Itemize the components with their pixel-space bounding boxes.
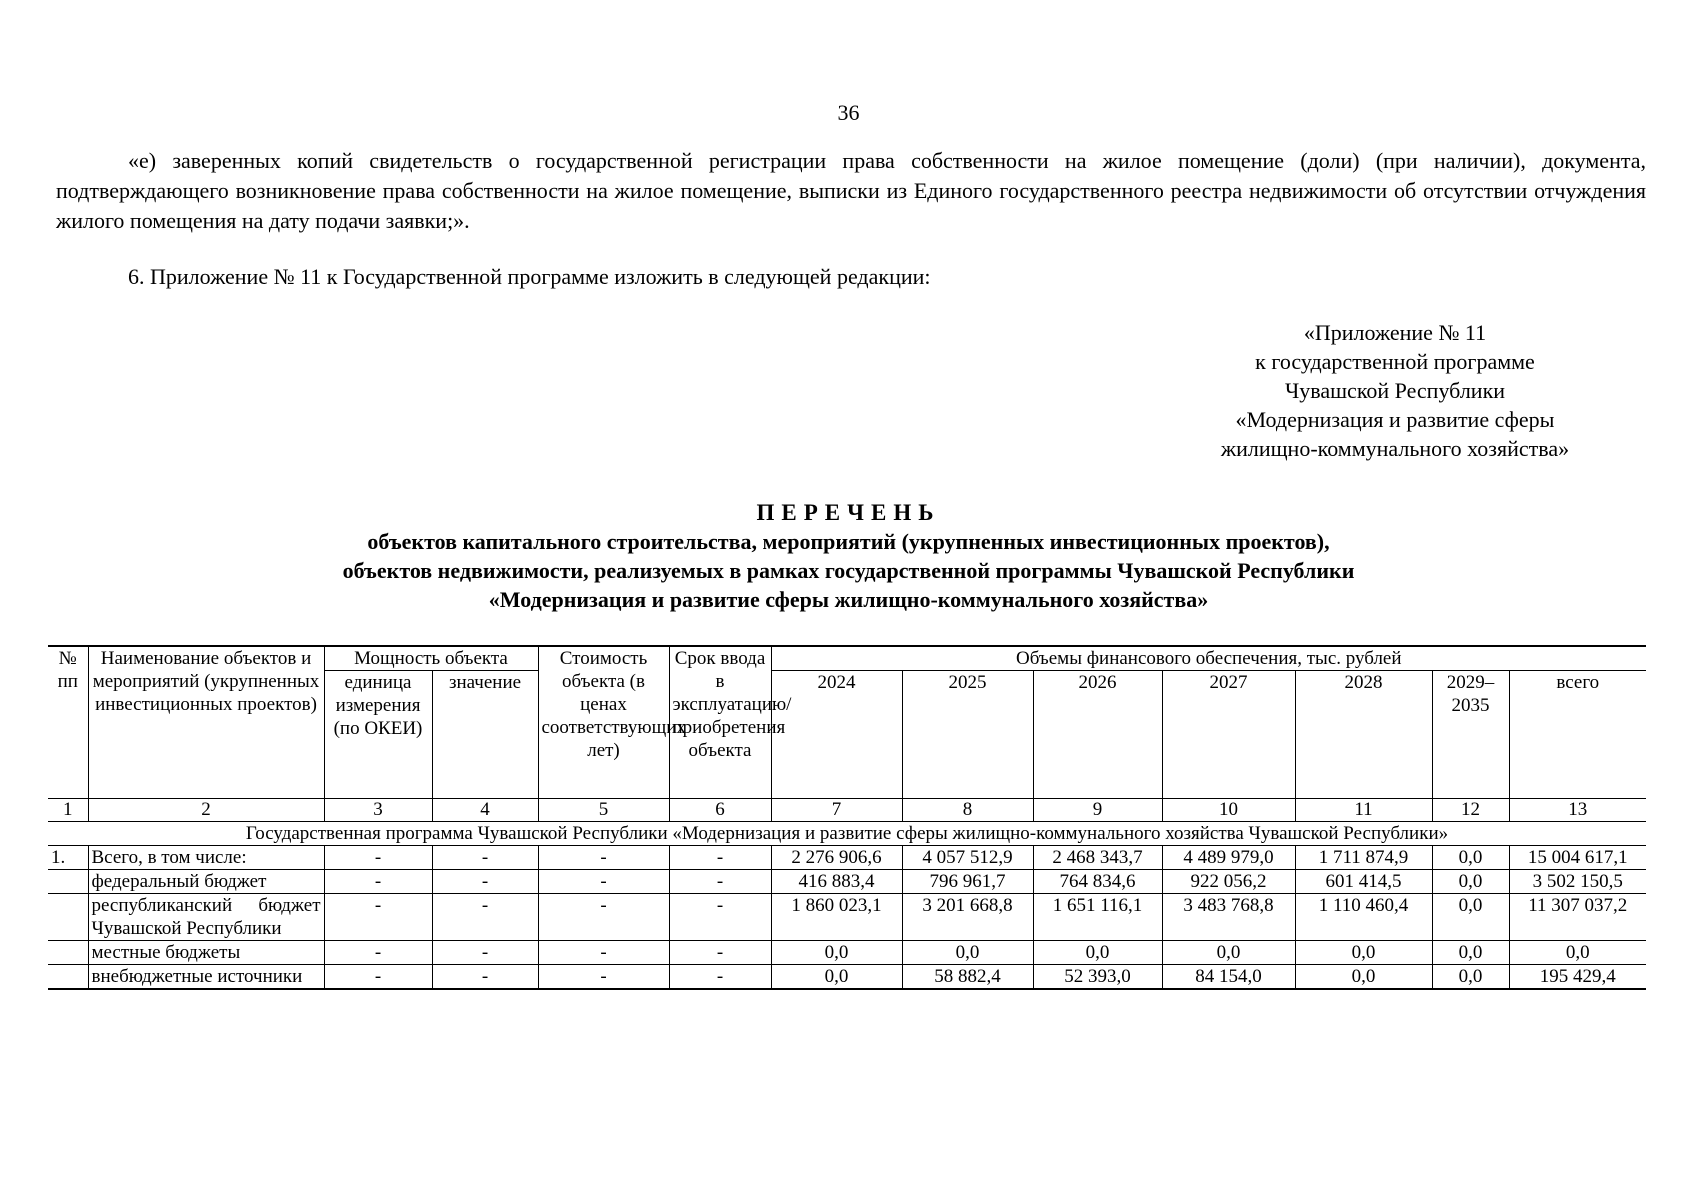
row-2024: 0,0 <box>771 965 902 990</box>
column-number: 2 <box>88 799 324 822</box>
row-cost: - <box>538 941 669 965</box>
appendix-line: «Приложение № 11 <box>1303 320 1487 345</box>
row-value: - <box>432 941 538 965</box>
row-value: - <box>432 894 538 941</box>
title-line: объектов капитального строительства, мероприятий (укрупненных инвестиционных проектов), <box>367 529 1330 554</box>
table-row <box>48 870 1646 894</box>
objects-table <box>48 645 1646 990</box>
row-total: 195 429,4 <box>1509 965 1646 990</box>
row-2026: 1 651 116,1 <box>1033 894 1162 941</box>
row-name: Всего, в том числе: <box>88 846 324 870</box>
row-term: - <box>669 846 771 870</box>
row-2026: 2 468 343,7 <box>1033 846 1162 870</box>
row-num <box>48 965 88 990</box>
row-2025: 0,0 <box>902 941 1033 965</box>
row-2029-2035: 0,0 <box>1432 870 1509 894</box>
header-unit: единица измерения (по ОКЕИ) <box>324 671 432 799</box>
row-2024: 416 883,4 <box>771 870 902 894</box>
row-num: 1. <box>48 846 88 870</box>
header-year-2024: 2024 <box>771 671 902 799</box>
title-main: ПЕРЕЧЕНЬ <box>756 500 941 525</box>
table-row <box>48 846 1646 870</box>
row-cost: - <box>538 870 669 894</box>
row-cost: - <box>538 965 669 990</box>
column-number: 8 <box>902 799 1033 822</box>
paragraph-e: «е) заверенных копий свидетельств о государственной регистрации права собственности на жилое помещение (доли) (при наличии), документа, подтверждающего возникновение права собственности на жилое помещение, выписки из Единого государственного реестра недвижимости об отсутствии отчуждения жилого помещения на дату подачи заявки;». <box>56 148 1646 233</box>
row-unit: - <box>324 870 432 894</box>
row-2028: 1 711 874,9 <box>1295 846 1432 870</box>
row-2027: 0,0 <box>1162 941 1295 965</box>
row-2029-2035: 0,0 <box>1432 965 1509 990</box>
table-row <box>48 941 1646 965</box>
row-name: федеральный бюджет <box>88 870 324 894</box>
row-value: - <box>432 870 538 894</box>
row-total: 11 307 037,2 <box>1509 894 1646 941</box>
header-year-2026: 2026 <box>1033 671 1162 799</box>
row-num <box>48 941 88 965</box>
row-2026: 52 393,0 <box>1033 965 1162 990</box>
row-term: - <box>669 965 771 990</box>
row-2024: 1 860 023,1 <box>771 894 902 941</box>
row-2029-2035: 0,0 <box>1432 941 1509 965</box>
row-2024: 2 276 906,6 <box>771 846 902 870</box>
row-unit: - <box>324 846 432 870</box>
header-capacity: Мощность объекта <box>324 646 538 671</box>
row-value: - <box>432 846 538 870</box>
row-2029-2035: 0,0 <box>1432 894 1509 941</box>
column-number: 3 <box>324 799 432 822</box>
row-2025: 3 201 668,8 <box>902 894 1033 941</box>
row-2028: 1 110 460,4 <box>1295 894 1432 941</box>
column-number: 12 <box>1432 799 1509 822</box>
document-title <box>0 498 1697 614</box>
column-numbers-row <box>48 799 1646 822</box>
header-name: Наименование объектов и мероприятий (укрупненных инвестиционных проектов) <box>88 646 324 799</box>
column-number: 9 <box>1033 799 1162 822</box>
header-num: № пп <box>48 646 88 799</box>
header-year-2025: 2025 <box>902 671 1033 799</box>
title-line: «Модернизация и развитие сферы жилищно-коммунального хозяйства» <box>488 587 1209 612</box>
appendix-reference <box>1190 318 1600 463</box>
row-2027: 84 154,0 <box>1162 965 1295 990</box>
header-funding: Объемы финансового обеспечения, тыс. рублей <box>771 646 1646 671</box>
row-value: - <box>432 965 538 990</box>
column-number: 7 <box>771 799 902 822</box>
header-cost: Стоимость объекта (в ценах соответствующих лет) <box>538 646 669 799</box>
row-cost: - <box>538 894 669 941</box>
appendix-line: «Модернизация и развитие сферы <box>1235 407 1555 432</box>
header-total: всего <box>1509 671 1646 799</box>
header-year-2027: 2027 <box>1162 671 1295 799</box>
row-num <box>48 870 88 894</box>
row-2027: 3 483 768,8 <box>1162 894 1295 941</box>
title-line: объектов недвижимости, реализуемых в рамках государственной программы Чувашской Республики <box>342 558 1355 583</box>
row-name: внебюджетные источники <box>88 965 324 990</box>
row-name: республиканский бюджет Чувашской Республики <box>88 894 324 941</box>
row-term: - <box>669 870 771 894</box>
row-unit: - <box>324 894 432 941</box>
column-number: 1 <box>48 799 88 822</box>
row-2027: 4 489 979,0 <box>1162 846 1295 870</box>
appendix-line: Чувашской Республики <box>1284 378 1506 403</box>
row-2026: 0,0 <box>1033 941 1162 965</box>
appendix-line: жилищно-коммунального хозяйства» <box>1220 436 1570 461</box>
row-2026: 764 834,6 <box>1033 870 1162 894</box>
section-title: Государственная программа Чувашской Республики «Модернизация и развитие сферы жилищно-коммунального хозяйства Чувашской Республики» <box>48 822 1646 846</box>
row-num <box>48 894 88 941</box>
column-number: 5 <box>538 799 669 822</box>
table-row <box>48 894 1646 941</box>
row-total: 0,0 <box>1509 941 1646 965</box>
row-cost: - <box>538 846 669 870</box>
header-value: значение <box>432 671 538 799</box>
header-term: Срок ввода в эксплуатацию/ приобретения объекта <box>669 646 771 799</box>
row-2024: 0,0 <box>771 941 902 965</box>
row-name: местные бюджеты <box>88 941 324 965</box>
header-year-2028: 2028 <box>1295 671 1432 799</box>
row-2025: 58 882,4 <box>902 965 1033 990</box>
column-number: 13 <box>1509 799 1646 822</box>
section-title-row <box>48 822 1646 846</box>
row-term: - <box>669 894 771 941</box>
table-row <box>48 965 1646 990</box>
row-total: 3 502 150,5 <box>1509 870 1646 894</box>
column-number: 11 <box>1295 799 1432 822</box>
column-number: 6 <box>669 799 771 822</box>
row-2027: 922 056,2 <box>1162 870 1295 894</box>
row-2028: 0,0 <box>1295 965 1432 990</box>
row-2029-2035: 0,0 <box>1432 846 1509 870</box>
row-2028: 601 414,5 <box>1295 870 1432 894</box>
row-2025: 4 057 512,9 <box>902 846 1033 870</box>
column-number: 10 <box>1162 799 1295 822</box>
header-year-2029-2035: 2029–2035 <box>1432 671 1509 799</box>
row-unit: - <box>324 941 432 965</box>
paragraph-6: 6. Приложение № 11 к Государственной программе изложить в следующей редакции: <box>128 264 931 289</box>
page-number: 36 <box>837 100 860 125</box>
row-total: 15 004 617,1 <box>1509 846 1646 870</box>
appendix-line: к государственной программе <box>1255 349 1535 374</box>
row-unit: - <box>324 965 432 990</box>
row-2025: 796 961,7 <box>902 870 1033 894</box>
column-number: 4 <box>432 799 538 822</box>
row-2028: 0,0 <box>1295 941 1432 965</box>
row-term: - <box>669 941 771 965</box>
